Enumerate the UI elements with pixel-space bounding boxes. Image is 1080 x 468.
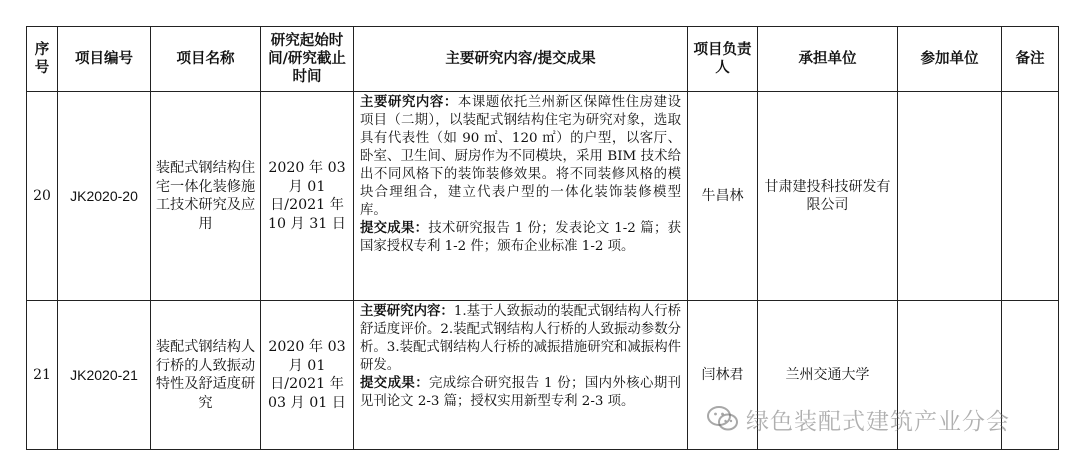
content-paragraph [360, 303, 681, 375]
result-text: 技术研究报告 1 份；发表论文 1-2 篇；获国家授权专利 1-2 件；颁布企业标准 1-2 项。 [360, 221, 682, 254]
cell-remark [1002, 92, 1059, 301]
cell-participant [898, 92, 1002, 301]
watermark [706, 404, 1010, 434]
result-label: 提交成果： [360, 376, 429, 391]
cell-remark [1002, 301, 1059, 450]
result-text: 完成综合研究报告 1 份；国内外核心期刊见刊论文 2-3 篇；授权实用新型专利 2-3 项。 [360, 376, 682, 409]
result-label: 提交成果： [360, 221, 429, 236]
cell-seq: 21 [27, 301, 58, 450]
cell-period: 2020 年 03 月 01 日/2021 年 10 月 31 日 [261, 92, 354, 301]
cell-code: JK2020-21 [58, 301, 151, 450]
cell-content [354, 92, 688, 301]
cell-undertaker: 甘肃建投科技研发有限公司 [758, 92, 898, 301]
table-header-row [27, 27, 1059, 92]
project-table [26, 26, 1059, 450]
result-paragraph [360, 220, 681, 256]
header-seq: 序号 [27, 27, 58, 92]
header-remark: 备注 [1002, 27, 1059, 92]
cell-content [354, 301, 688, 450]
header-name: 项目名称 [151, 27, 261, 92]
header-leader: 项目负责人 [688, 27, 758, 92]
cell-undertaker: 兰州交通大学 [758, 301, 898, 450]
table-row [27, 92, 1059, 301]
header-participant: 参加单位 [898, 27, 1002, 92]
content-paragraph [360, 94, 681, 220]
cell-leader: 牛昌林 [688, 92, 758, 301]
header-undertaker: 承担单位 [758, 27, 898, 92]
cell-period: 2020 年 03 月 01 日/2021 年 03 月 01 日 [261, 301, 354, 450]
cell-code: JK2020-20 [58, 92, 151, 301]
content-text: 1.基于人致振动的装配式钢结构人行桥舒适度评价。2.装配式钢结构人行桥的人致振动参数分析。3.装配式钢结构人行桥的减振措施研究和减振构件研发。 [360, 304, 682, 373]
content-label: 主要研究内容： [360, 95, 458, 110]
content-text: 本课题依托兰州新区保障性住房建设项目（二期），以装配式钢结构住宅为研究对象，选取具有代表性（如 90 ㎡、120 ㎡）的户型，以客厅、卧室、卫生间、厨房作为不同模块，采用 BIM 技术给出不同风格下的装饰装修效果。将不同装修风格的模块合理组合，建立代表户型的一体化装饰装修模型库。 [360, 95, 682, 218]
cell-name: 装配式钢结构人行桥的人致振动特性及舒适度研究 [151, 301, 261, 450]
cell-seq: 20 [27, 92, 58, 301]
header-period: 研究起始时间/研究截止时间 [261, 27, 354, 92]
content-label: 主要研究内容： [360, 304, 454, 319]
header-content: 主要研究内容/提交成果 [354, 27, 688, 92]
cell-leader: 闫林君 [688, 301, 758, 450]
watermark-text: 绿色装配式建筑产业分会 [746, 408, 1010, 435]
result-paragraph [360, 375, 681, 411]
header-code: 项目编号 [58, 27, 151, 92]
cell-name: 装配式钢结构住宅一体化装修施工技术研究及应用 [151, 92, 261, 301]
wechat-icon [706, 404, 740, 434]
